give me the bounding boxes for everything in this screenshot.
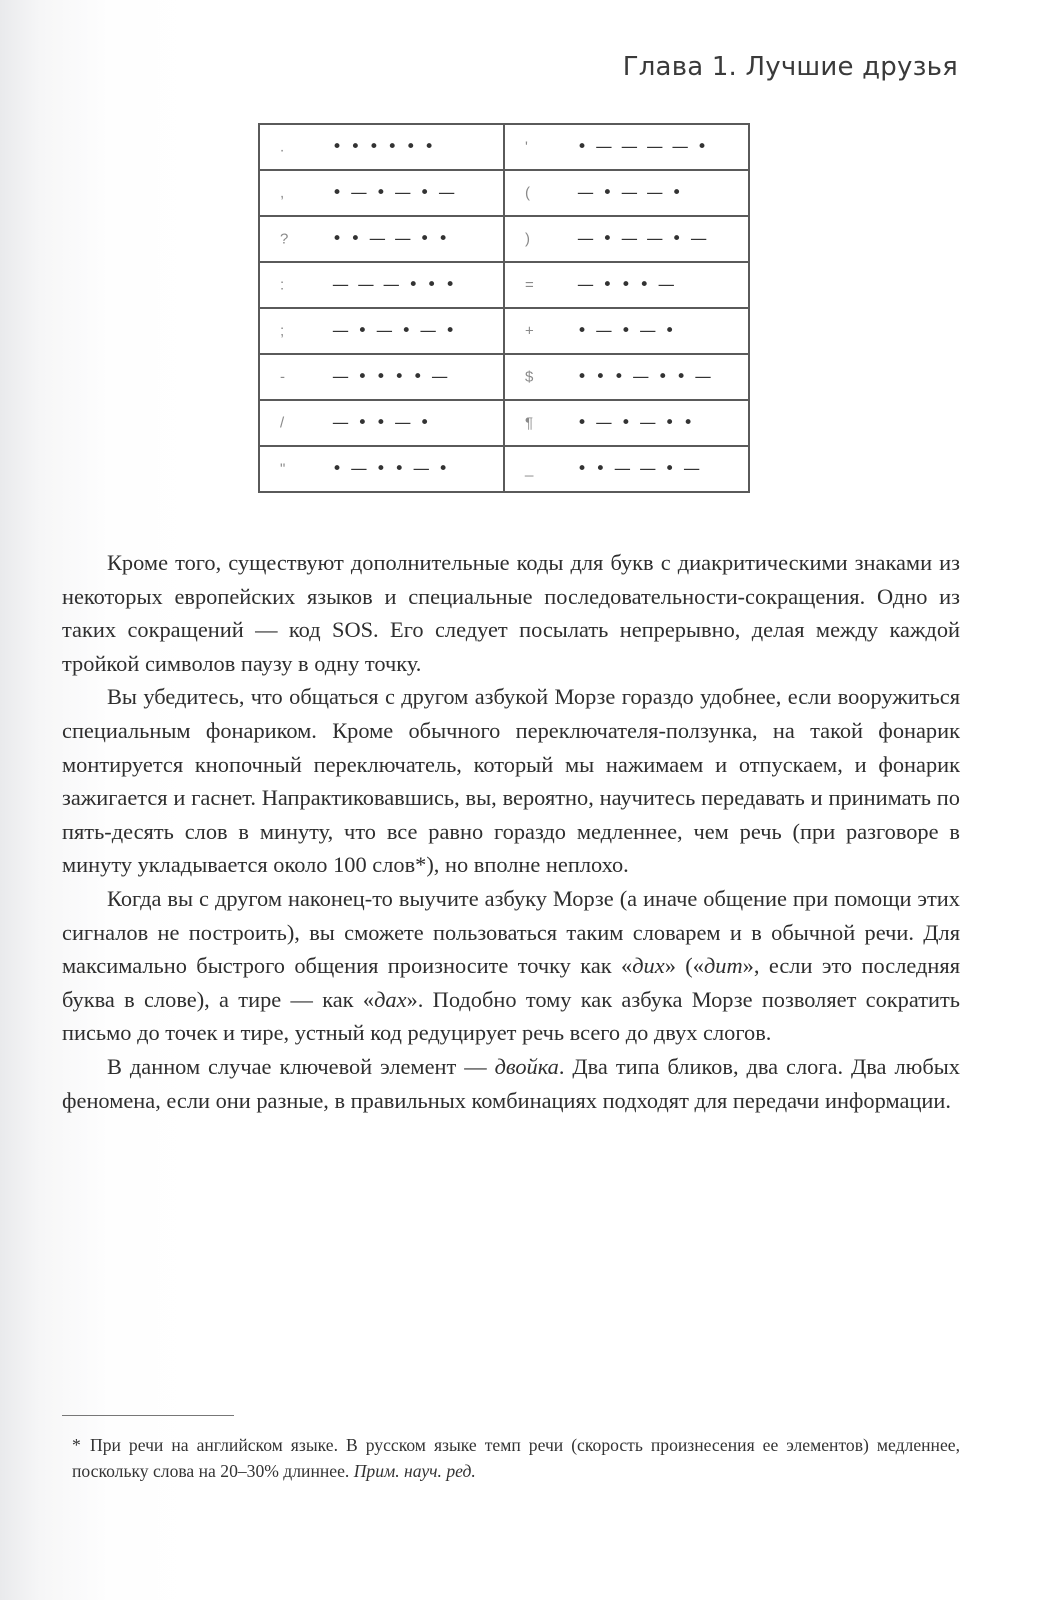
morse-code-table <box>258 123 750 493</box>
morse-cell-left <box>259 400 504 446</box>
morse-cell-right <box>504 170 749 216</box>
morse-symbol: : <box>280 276 285 294</box>
body-text <box>62 546 960 1117</box>
morse-cell-left <box>259 170 504 216</box>
italic-word: дит <box>703 953 743 979</box>
paragraph: В данном случае ключевой элемент — двойка. Два типа бликов, два слога. Два любых феномена, если они разные, в правильных комбинациях подходят для передачи информации. <box>62 1053 960 1113</box>
morse-symbol: ? <box>280 230 289 248</box>
morse-cell-right <box>504 262 749 308</box>
morse-cell-right <box>504 446 749 492</box>
morse-table-row <box>259 400 749 446</box>
morse-code: • • — — • • <box>332 229 450 249</box>
morse-symbol: . <box>280 138 285 156</box>
morse-cell-left <box>259 308 504 354</box>
morse-symbol: - <box>280 368 285 386</box>
morse-code: — • — — • — <box>577 229 709 249</box>
morse-code: • — • • — • <box>332 459 450 479</box>
morse-code: • — • — • <box>577 321 677 341</box>
morse-cell-left <box>259 124 504 170</box>
morse-cell-right <box>504 354 749 400</box>
italic-word: двойка <box>494 1053 559 1079</box>
morse-code: • • • — • • — <box>577 367 714 387</box>
morse-symbol: ; <box>280 322 285 340</box>
morse-symbol: , <box>280 184 285 202</box>
paragraph: Вы убедитесь, что общаться с другом азбукой Морзе гораздо удобнее, если вооружиться специальным фонариком. Кроме обычного переключателя-ползунка, на такой фонарик монтируется кнопочный переключатель, который мы нажимаем и отпускаем, и фонарик зажигается и гаснет. Напрактиковавшись, вы, вероятно, научитесь передавать и принимать по пять-десять слов в минуту, что все равно гораздо медленнее, чем речь (при разговоре в минуту укладывается около 100 слов*), но вполне неплохо. <box>62 684 960 878</box>
italic-word: дах <box>374 986 407 1012</box>
morse-table-row <box>259 216 749 262</box>
morse-cell-left <box>259 446 504 492</box>
morse-code: — • — — • <box>577 183 684 203</box>
morse-cell-right <box>504 124 749 170</box>
footnote-editor-note: Прим. науч. ред. <box>353 1461 476 1481</box>
morse-cell-left <box>259 216 504 262</box>
morse-code: — • — • — • <box>332 321 457 341</box>
morse-table-row <box>259 354 749 400</box>
morse-code: • — — — — • <box>577 137 709 157</box>
morse-table-row <box>259 446 749 492</box>
morse-symbol: $ <box>525 368 534 386</box>
morse-symbol: ) <box>525 230 530 248</box>
morse-code: — • • • • — <box>332 367 450 387</box>
footnote <box>72 1432 960 1484</box>
morse-cell-right <box>504 400 749 446</box>
morse-code: — • • • — <box>577 275 677 295</box>
morse-symbol: ' <box>525 138 528 156</box>
morse-cell-right <box>504 308 749 354</box>
morse-code: • • — — • — <box>577 459 702 479</box>
morse-cell-left <box>259 262 504 308</box>
morse-code: • • • • • • <box>332 137 436 157</box>
footnote-mark: * <box>72 1435 81 1455</box>
morse-code: • — • — • — <box>332 183 457 203</box>
morse-code: • — • — • • <box>577 413 695 433</box>
morse-symbol: ( <box>525 184 530 202</box>
morse-symbol: / <box>280 414 285 432</box>
morse-symbol: + <box>525 322 534 340</box>
morse-code: — — — • • • <box>332 275 457 295</box>
morse-symbol: = <box>525 276 534 294</box>
morse-symbol: _ <box>525 460 534 478</box>
morse-cell-left <box>259 354 504 400</box>
morse-code: — • • — • <box>332 413 432 433</box>
morse-symbol: ¶ <box>525 414 534 432</box>
morse-symbol: " <box>280 460 286 478</box>
morse-cell-right <box>504 216 749 262</box>
paragraph: Кроме того, существуют дополнительные коды для букв с диакритическими знаками из некоторых европейских языков и специальные последовательности-сокращения. Одно из таких сокращений — код SOS. Его следует посылать непрерывно, делая между каждой тройкой символов паузу в одну точку. <box>62 550 960 676</box>
paragraph: Когда вы с другом наконец-то выучите азбуку Морзе (а иначе общение при помощи этих сигналов не построить), вы сможете пользоваться таким словарем и в обычной речи. Для максимально быстрого общения произносите точку как «дих» («дит», если это последняя буква в слове), а тире — как «дах». Подобно тому как азбука Морзе позволяет сократить письмо до точек и тире, устный код редуцирует речь всего до двух слогов. <box>62 885 960 1046</box>
morse-table-row <box>259 170 749 216</box>
italic-word: дих <box>632 953 665 979</box>
footnote-text: При речи на английском языке. В русском языке темп речи (скорость произнесения ее элементов) медленнее, поскольку слова на 20–30% длиннее. <box>72 1435 960 1481</box>
footnote-rule <box>62 1415 234 1416</box>
morse-table-row <box>259 308 749 354</box>
morse-table-row <box>259 262 749 308</box>
morse-table-row <box>259 124 749 170</box>
running-head: Глава 1. Лучшие друзья <box>622 52 958 82</box>
